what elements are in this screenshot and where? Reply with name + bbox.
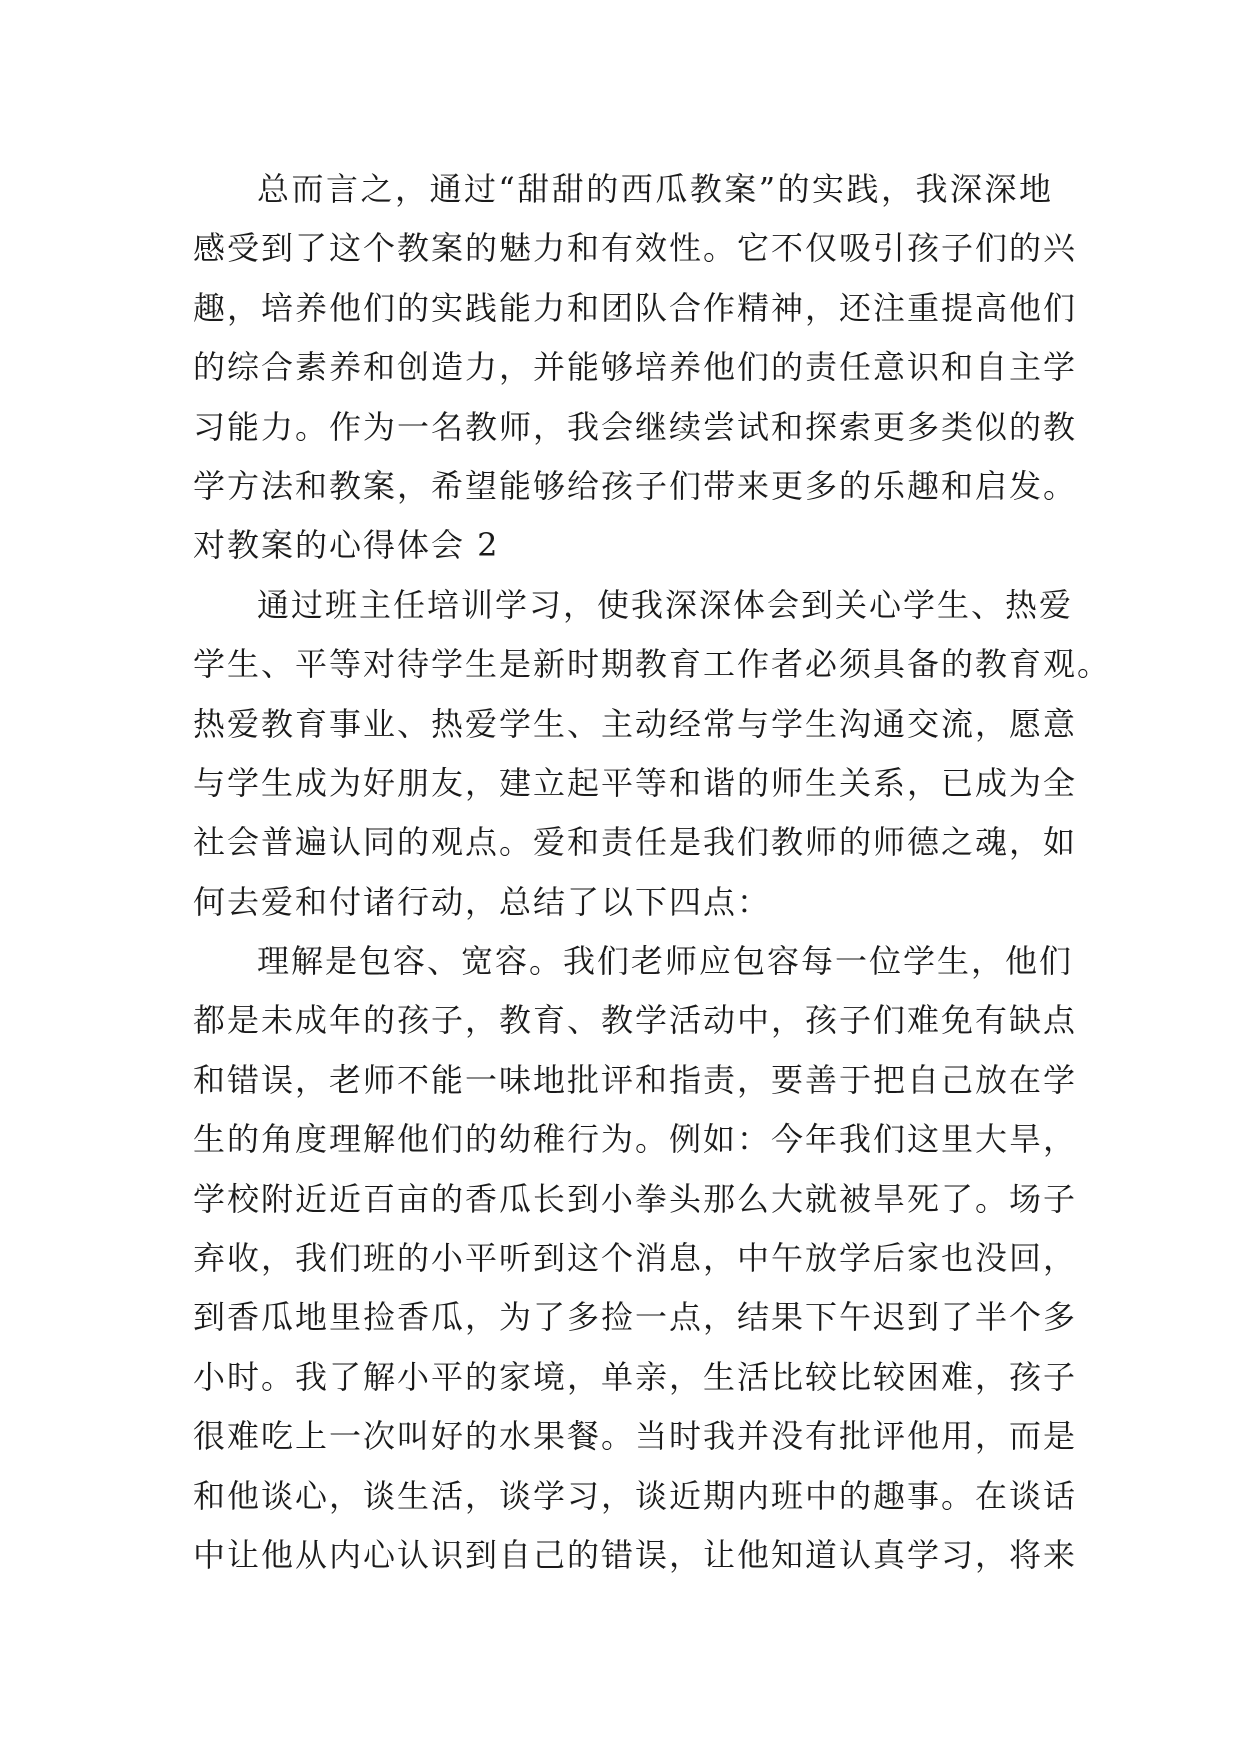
paragraph-line: 习能力。作为一名教师，我会继续尝试和探索更多类似的教 [193,407,1078,446]
paragraph-line: 到香瓜地里捡香瓜，为了多捡一点，结果下午迟到了半个多 [193,1298,1078,1337]
paragraph-line: 学生、平等对待学生是新时期教育工作者必须具备的教育观。 [193,645,1112,684]
paragraph-line: 中让他从内心认识到自己的错误，让他知道认真学习，将来 [193,1535,1078,1574]
paragraph-line: 与学生成为好朋友，建立起平等和谐的师生关系，已成为全 [193,763,1078,802]
paragraph-line: 理解是包容、宽容。我们老师应包容每一位学生，他们 [257,942,1074,981]
section-heading: 对教案的心得体会 2 [193,526,500,565]
paragraph-line: 学方法和教案，希望能够给孩子们带来更多的乐趣和启发。 [193,466,1078,505]
paragraph-line: 都是未成年的孩子，教育、教学活动中，孩子们难免有缺点 [193,1001,1078,1040]
paragraph-line: 生的角度理解他们的幼稚行为。例如：今年我们这里大旱， [193,1120,1078,1159]
paragraph-line: 的综合素养和创造力，并能够培养他们的责任意识和自主学 [193,348,1078,387]
paragraph-line: 小时。我了解小平的家境，单亲，生活比较比较困难，孩子 [193,1357,1078,1396]
paragraph-line: 和错误，老师不能一味地批评和指责，要善于把自己放在学 [193,1060,1078,1099]
paragraph-line: 总而言之，通过“甜甜的西瓜教案”的实践，我深深地 [257,170,1053,208]
paragraph-line: 何去爱和付诸行动，总结了以下四点： [193,882,772,921]
paragraph-line: 弃收，我们班的小平听到这个消息，中午放学后家也没回， [193,1239,1078,1278]
paragraph-line: 趣，培养他们的实践能力和团队合作精神，还注重提高他们 [193,288,1078,327]
paragraph-line: 和他谈心，谈生活，谈学习，谈近期内班中的趣事。在谈话 [193,1476,1078,1515]
paragraph-line: 社会普遍认同的观点。爱和责任是我们教师的师德之魂，如 [193,823,1078,862]
paragraph-line: 很难吃上一次叫好的水果餐。当时我并没有批评他用，而是 [193,1417,1078,1456]
paragraph-line: 学校附近近百亩的香瓜长到小拳头那么大就被旱死了。场子 [193,1179,1078,1218]
paragraph-line: 热爱教育事业、热爱学生、主动经常与学生沟通交流，愿意 [193,704,1078,743]
document-body [193,160,1112,1585]
paragraph-line: 通过班主任培训学习，使我深深体会到关心学生、热爱 [257,585,1074,624]
paragraph-line: 感受到了这个教案的魅力和有效性。它不仅吸引孩子们的兴 [193,229,1078,268]
